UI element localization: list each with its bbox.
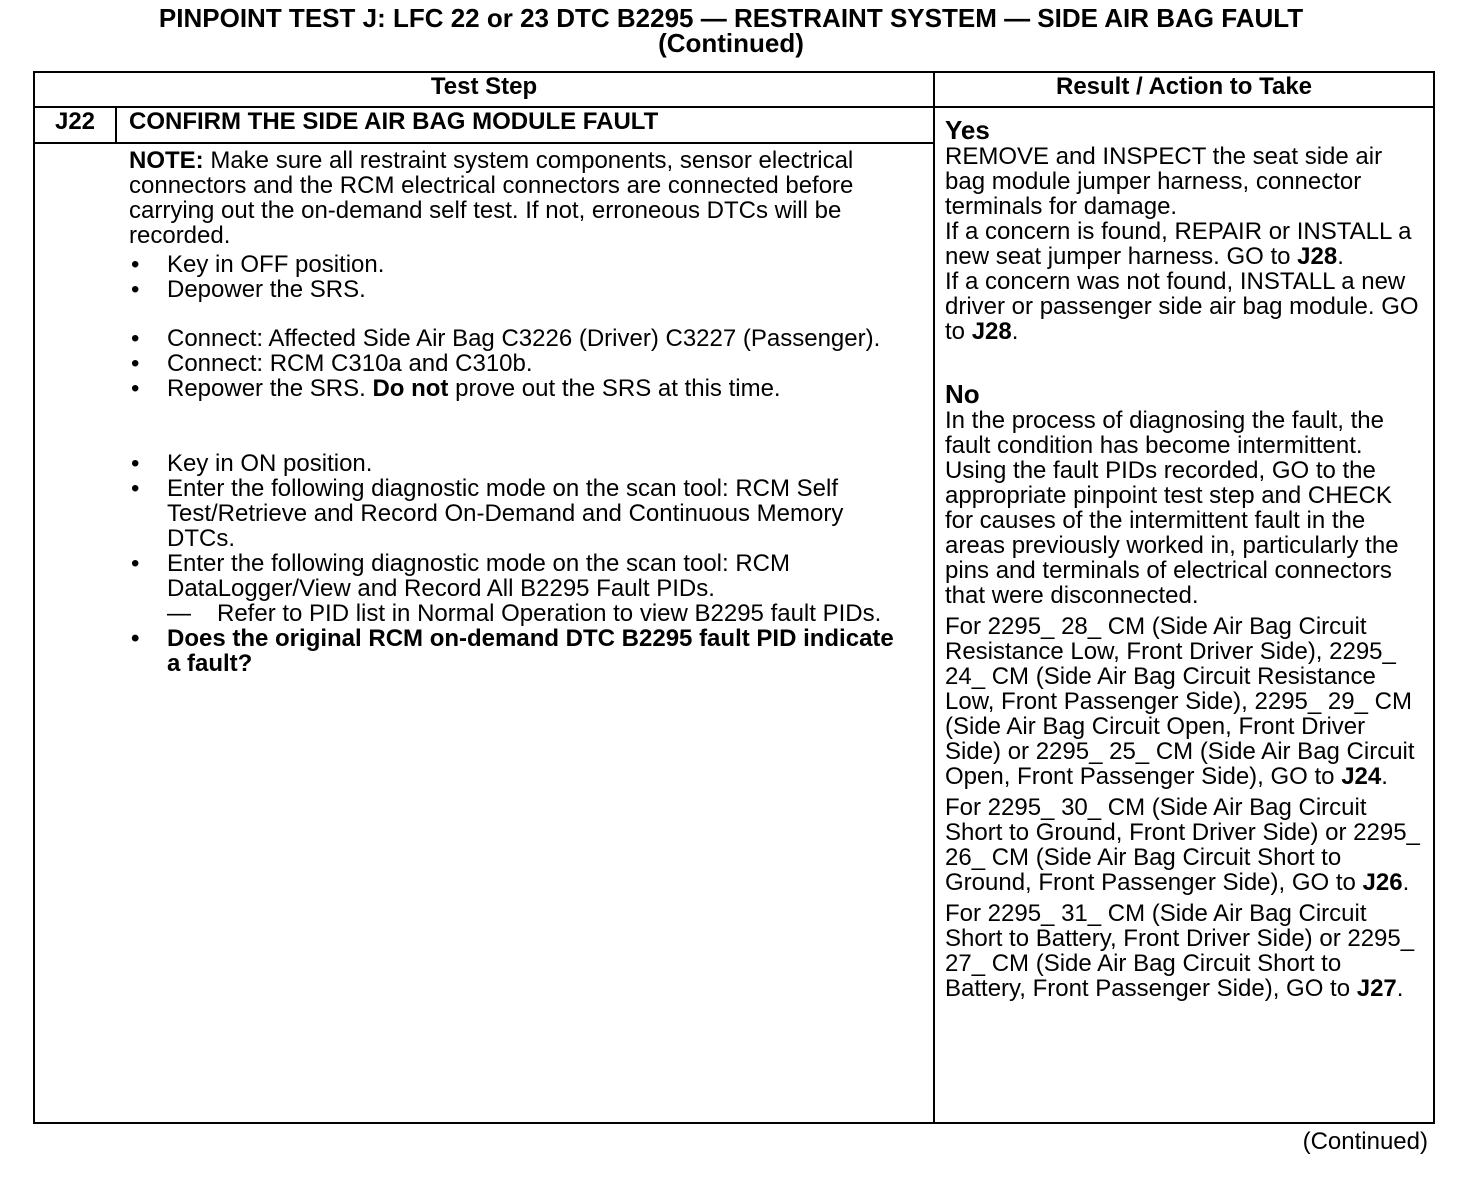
title-line-2: (Continued) bbox=[658, 28, 804, 58]
dash-marker: — bbox=[167, 600, 191, 627]
footer-continued: (Continued) bbox=[1302, 1128, 1428, 1155]
step-id: J22 bbox=[34, 107, 116, 143]
pinpoint-test-table bbox=[33, 71, 1435, 1124]
step-question: • Does the original RCM on-demand DTC B2295 fault PID indicate a fault? bbox=[129, 626, 905, 676]
step-bullet-1: • Key in OFF position. bbox=[129, 252, 905, 277]
step-bullet-4: • Connect: RCM C310a and C310b. bbox=[129, 351, 905, 376]
result-cell bbox=[934, 107, 1434, 1123]
no-text-3: For 2295_ 30_ CM (Side Air Bag Circuit Short to Ground, Front Driver Side) or 2295_ 26_ CM (Side Air Bag Circuit Short to Ground, Front Passenger Side), GO to J26. bbox=[945, 794, 1420, 896]
step-list-3 bbox=[129, 451, 905, 676]
step-body bbox=[34, 143, 934, 1123]
step-bullet-3: • Connect: Affected Side Air Bag C3226 (Driver) C3227 (Passenger). bbox=[129, 326, 905, 351]
header-result: Result / Action to Take bbox=[934, 72, 1434, 107]
step-bullet-7: • Enter the following diagnostic mode on the scan tool: RCM Self Test/Retrieve and Record On-Demand and Continuous Memory DTCs. bbox=[129, 476, 905, 551]
no-block bbox=[945, 380, 1425, 1001]
step-bullet-2: • Depower the SRS. bbox=[129, 277, 905, 302]
yes-label: Yes bbox=[945, 115, 990, 145]
no-label: No bbox=[945, 379, 980, 409]
step-bullet-5: • Repower the SRS. Do not prove out the SRS at this time. bbox=[129, 376, 905, 401]
page-title bbox=[0, 3, 1462, 58]
no-text-1: In the process of diagnosing the fault, the fault condition has become intermittent. Using the fault PIDs recorded, GO to the appropriate pinpoint test step and CHECK for causes of the intermittent fault in the areas previously worked in, particularly the pins and terminals of electrical connectors that were disconnected. bbox=[945, 407, 1399, 609]
step-list-2 bbox=[129, 326, 905, 401]
yes-block bbox=[945, 116, 1425, 344]
step-title: CONFIRM THE SIDE AIR BAG MODULE FAULT bbox=[116, 107, 934, 143]
header-test-step: Test Step bbox=[34, 72, 934, 107]
no-text-4: For 2295_ 31_ CM (Side Air Bag Circuit Short to Battery, Front Driver Side) or 2295_ 27_ CM (Side Air Bag Circuit Short to Battery, Front Passenger Side), GO to J27. bbox=[945, 900, 1415, 1002]
title-line-1: PINPOINT TEST J: LFC 22 or 23 DTC B2295 — RESTRAINT SYSTEM — SIDE AIR BAG FAULT bbox=[158, 3, 1304, 33]
step-bullet-8: • Enter the following diagnostic mode on the scan tool: RCM DataLogger/View and Record All B2295 Fault PIDs. — Refer to PID list in Normal Operation to view B2295 fault PIDs. bbox=[129, 551, 905, 626]
yes-text-3: If a concern was not found, INSTALL a new driver or passenger side air bag module. GO to J28. bbox=[945, 268, 1419, 345]
no-text-2: For 2295_ 28_ CM (Side Air Bag Circuit Resistance Low, Front Driver Side), 2295_ 24_ CM (Side Air Bag Circuit Resistance Low, Front Passenger Side), 2295_ 29_ CM (Side Air Bag Circuit Open, Front Driver Side) or 2295_ 25_ CM (Side Air Bag Circuit Open, Front Passenger Side), GO to J24. bbox=[945, 613, 1415, 790]
step-sub-item: — Refer to PID list in Normal Operation to view B2295 fault PIDs. bbox=[167, 600, 882, 627]
yes-text-1: REMOVE and INSPECT the seat side air bag module jumper harness, connector terminals for damage. bbox=[945, 143, 1383, 220]
step-bullet-6: • Key in ON position. bbox=[129, 451, 905, 476]
yes-text-2: If a concern is found, REPAIR or INSTALL a new seat jumper harness. GO to J28. bbox=[945, 218, 1412, 270]
step-list-1 bbox=[129, 252, 905, 302]
step-note: NOTE: Make sure all restraint system components, sensor electrical connectors and the RCM electrical connectors are connected before carrying out the on-demand self test. If not, erroneous DTCs will be recorded. bbox=[129, 147, 854, 249]
